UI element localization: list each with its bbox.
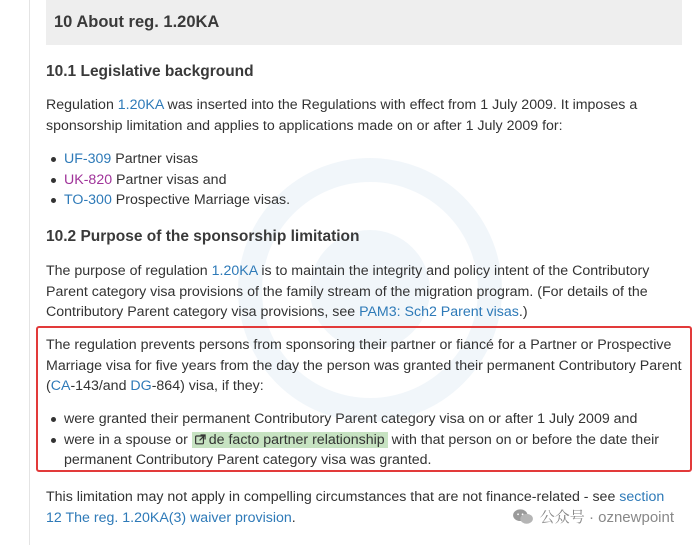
paragraph-text: This limitation may not apply in compelling circumstances that are not finance-related - see	[46, 489, 620, 505]
list-item	[46, 170, 290, 191]
list-item	[46, 190, 290, 211]
list-item-text: with that person on or before the date their permanent Contributory Parent category visa was granted.	[64, 431, 659, 468]
list-item-text: were in a spouse or	[64, 431, 192, 448]
link-section-12-waiver[interactable]: section 12 The reg. 1.20KA(3) waiver provision	[46, 489, 665, 526]
paragraph-text: .	[291, 509, 296, 526]
paragraph-text: was inserted into the Regulations with effect from 1 July 2009. It imposes a sponsorship limitation and applies to applications made on or after 1 July 2009 for:	[46, 97, 638, 134]
condition-list	[46, 409, 686, 471]
de-facto-partner-link[interactable]	[192, 432, 388, 448]
wechat-watermark	[512, 506, 674, 527]
paragraph-regulation-prevents	[46, 335, 686, 397]
link-pam3-parent-visas[interactable]: PAM3: Sch2 Parent visas	[359, 304, 519, 320]
link-dg[interactable]: DG	[130, 378, 152, 394]
left-border-rule	[29, 0, 30, 545]
paragraph-text: is to maintain the integrity and policy intent of the Contributory Parent category visa provisions of the family stream of the migration program. (For details of the Contributory Parent category visa provisions, see	[46, 263, 650, 320]
link-uf-309[interactable]: UF-309	[64, 151, 112, 167]
paragraph-text: -143/and	[70, 378, 131, 394]
subheading-purpose: 10.2 Purpose of the sponsorship limitation	[46, 228, 360, 245]
list-item	[46, 149, 290, 170]
list-item-text: Prospective Marriage visas.	[111, 192, 291, 208]
de-facto-partner-link-text: de facto partner relationship	[208, 431, 385, 448]
section-header	[46, 0, 682, 45]
link-reg-1-20ka[interactable]: 1.20KA	[117, 97, 164, 113]
list-item	[46, 409, 686, 430]
watermark-label: 公众号 · oznewpoint	[539, 509, 674, 526]
list-item	[46, 430, 686, 471]
visa-subclass-list	[46, 149, 290, 211]
paragraph-text: .)	[518, 304, 528, 320]
paragraph-text: -864) visa, if they:	[151, 378, 264, 394]
list-item-text: Partner visas	[111, 151, 199, 167]
paragraph-legislative-background	[46, 95, 686, 136]
external-link-icon	[195, 434, 206, 445]
list-item-text: Partner visas and	[112, 171, 227, 188]
list-item-text: were granted their permanent Contributory Parent category visa on or after 1 July 2009 and	[64, 411, 638, 427]
link-reg-1-20ka[interactable]: 1.20KA	[211, 263, 258, 279]
paragraph-text: Regulation	[46, 97, 118, 113]
link-ca[interactable]: CA	[50, 378, 71, 394]
paragraph-text: The purpose of regulation	[46, 263, 212, 279]
link-to-300[interactable]: TO-300	[64, 192, 112, 208]
section-title: 10 About reg. 1.20KA	[54, 13, 220, 31]
paragraph-text: The regulation prevents persons from sponsoring their partner or fiancé for a Partner or Prospective Marriage visa for five years from the day the person was granted their permanent Contributory Parent (	[46, 337, 682, 394]
subheading-legislative-background: 10.1 Legislative background	[46, 63, 254, 80]
paragraph-purpose	[46, 261, 686, 323]
link-uk-820[interactable]: UK-820	[64, 171, 113, 188]
wechat-icon	[512, 508, 534, 526]
